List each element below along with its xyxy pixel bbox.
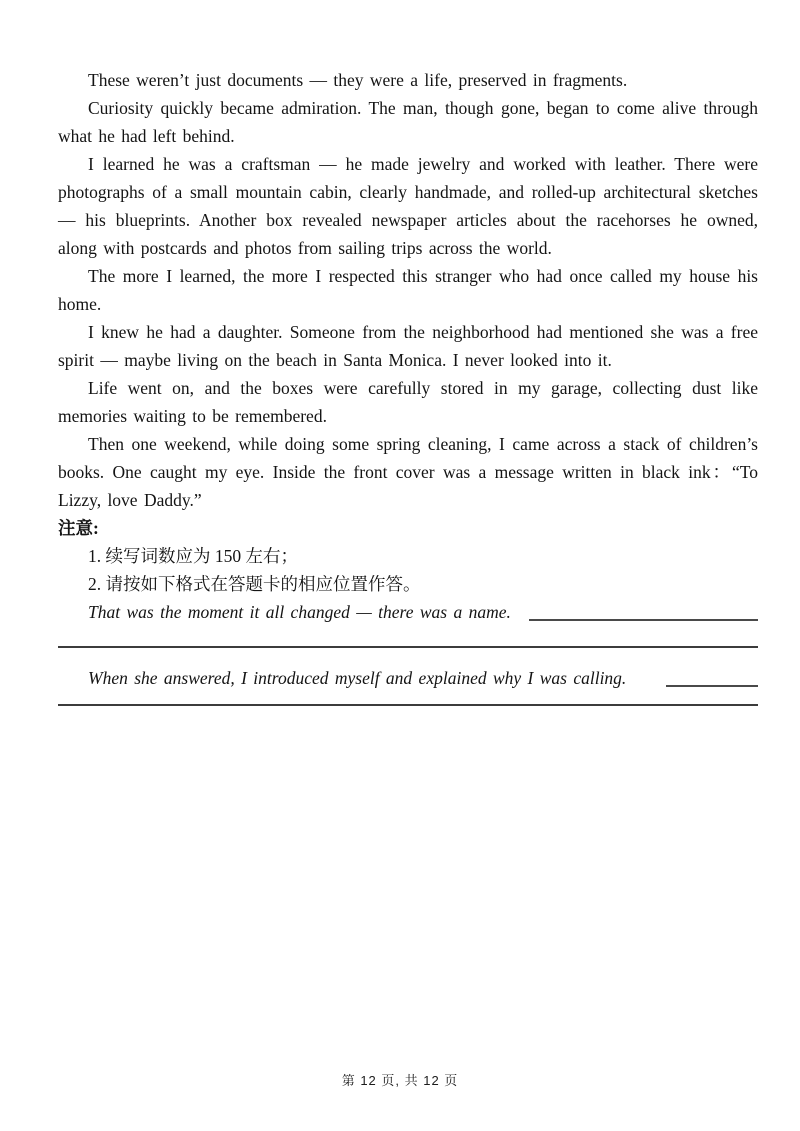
body-paragraph: The more I learned, the more I respected this stranger who had once called my house his home. bbox=[58, 266, 758, 314]
notice-item: 1. 续写词数应为 150 左右； bbox=[88, 546, 298, 566]
body-paragraph: Curiosity quickly became admiration. The man, though gone, began to come alive through what he had left behind. bbox=[58, 98, 758, 146]
prompt-sentence-2 bbox=[58, 664, 758, 692]
page-content bbox=[58, 66, 758, 706]
body-paragraph: Then one weekend, while doing some spring cleaning, I came across a stack of children’s books. One caught my eye. Inside the front cover was a message written in black ink：“To Lizzy, love Daddy.” bbox=[58, 434, 758, 510]
notice-label: 注意: bbox=[58, 518, 99, 538]
answer-blank-1 bbox=[529, 619, 758, 621]
body-paragraph: I knew he had a daughter. Someone from the neighborhood had mentioned she was a free spirit — maybe living on the beach in Santa Monica. I never looked into it. bbox=[58, 322, 758, 370]
page-footer: 第 12 页, 共 12 页 bbox=[341, 1073, 459, 1088]
divider-rule-2 bbox=[58, 704, 758, 706]
passage-text bbox=[58, 66, 758, 514]
body-paragraph: These weren’t just documents — they were a life, preserved in fragments. bbox=[88, 70, 628, 90]
prompt-text-1: That was the moment it all changed — there was a name. bbox=[88, 602, 511, 622]
notice-list bbox=[58, 542, 758, 598]
divider-rule-1 bbox=[58, 646, 758, 648]
answer-blank-2 bbox=[666, 685, 758, 687]
prompt-text-2: When she answered, I introduced myself and explained why I was calling. bbox=[88, 668, 627, 688]
notice-item: 2. 请按如下格式在答题卡的相应位置作答。 bbox=[88, 574, 421, 594]
prompt-sentence-1 bbox=[58, 598, 758, 626]
body-paragraph: Life went on, and the boxes were carefully stored in my garage, collecting dust like memories waiting to be remembered. bbox=[58, 378, 758, 426]
body-paragraph: I learned he was a craftsman — he made jewelry and worked with leather. There were photographs of a small mountain cabin, clearly handmade, and rolled-up architectural sketches — his blueprints. Another box revealed newspaper articles about the racehorses he owned, along with postcards and photos from sailing trips across the world. bbox=[58, 154, 758, 258]
